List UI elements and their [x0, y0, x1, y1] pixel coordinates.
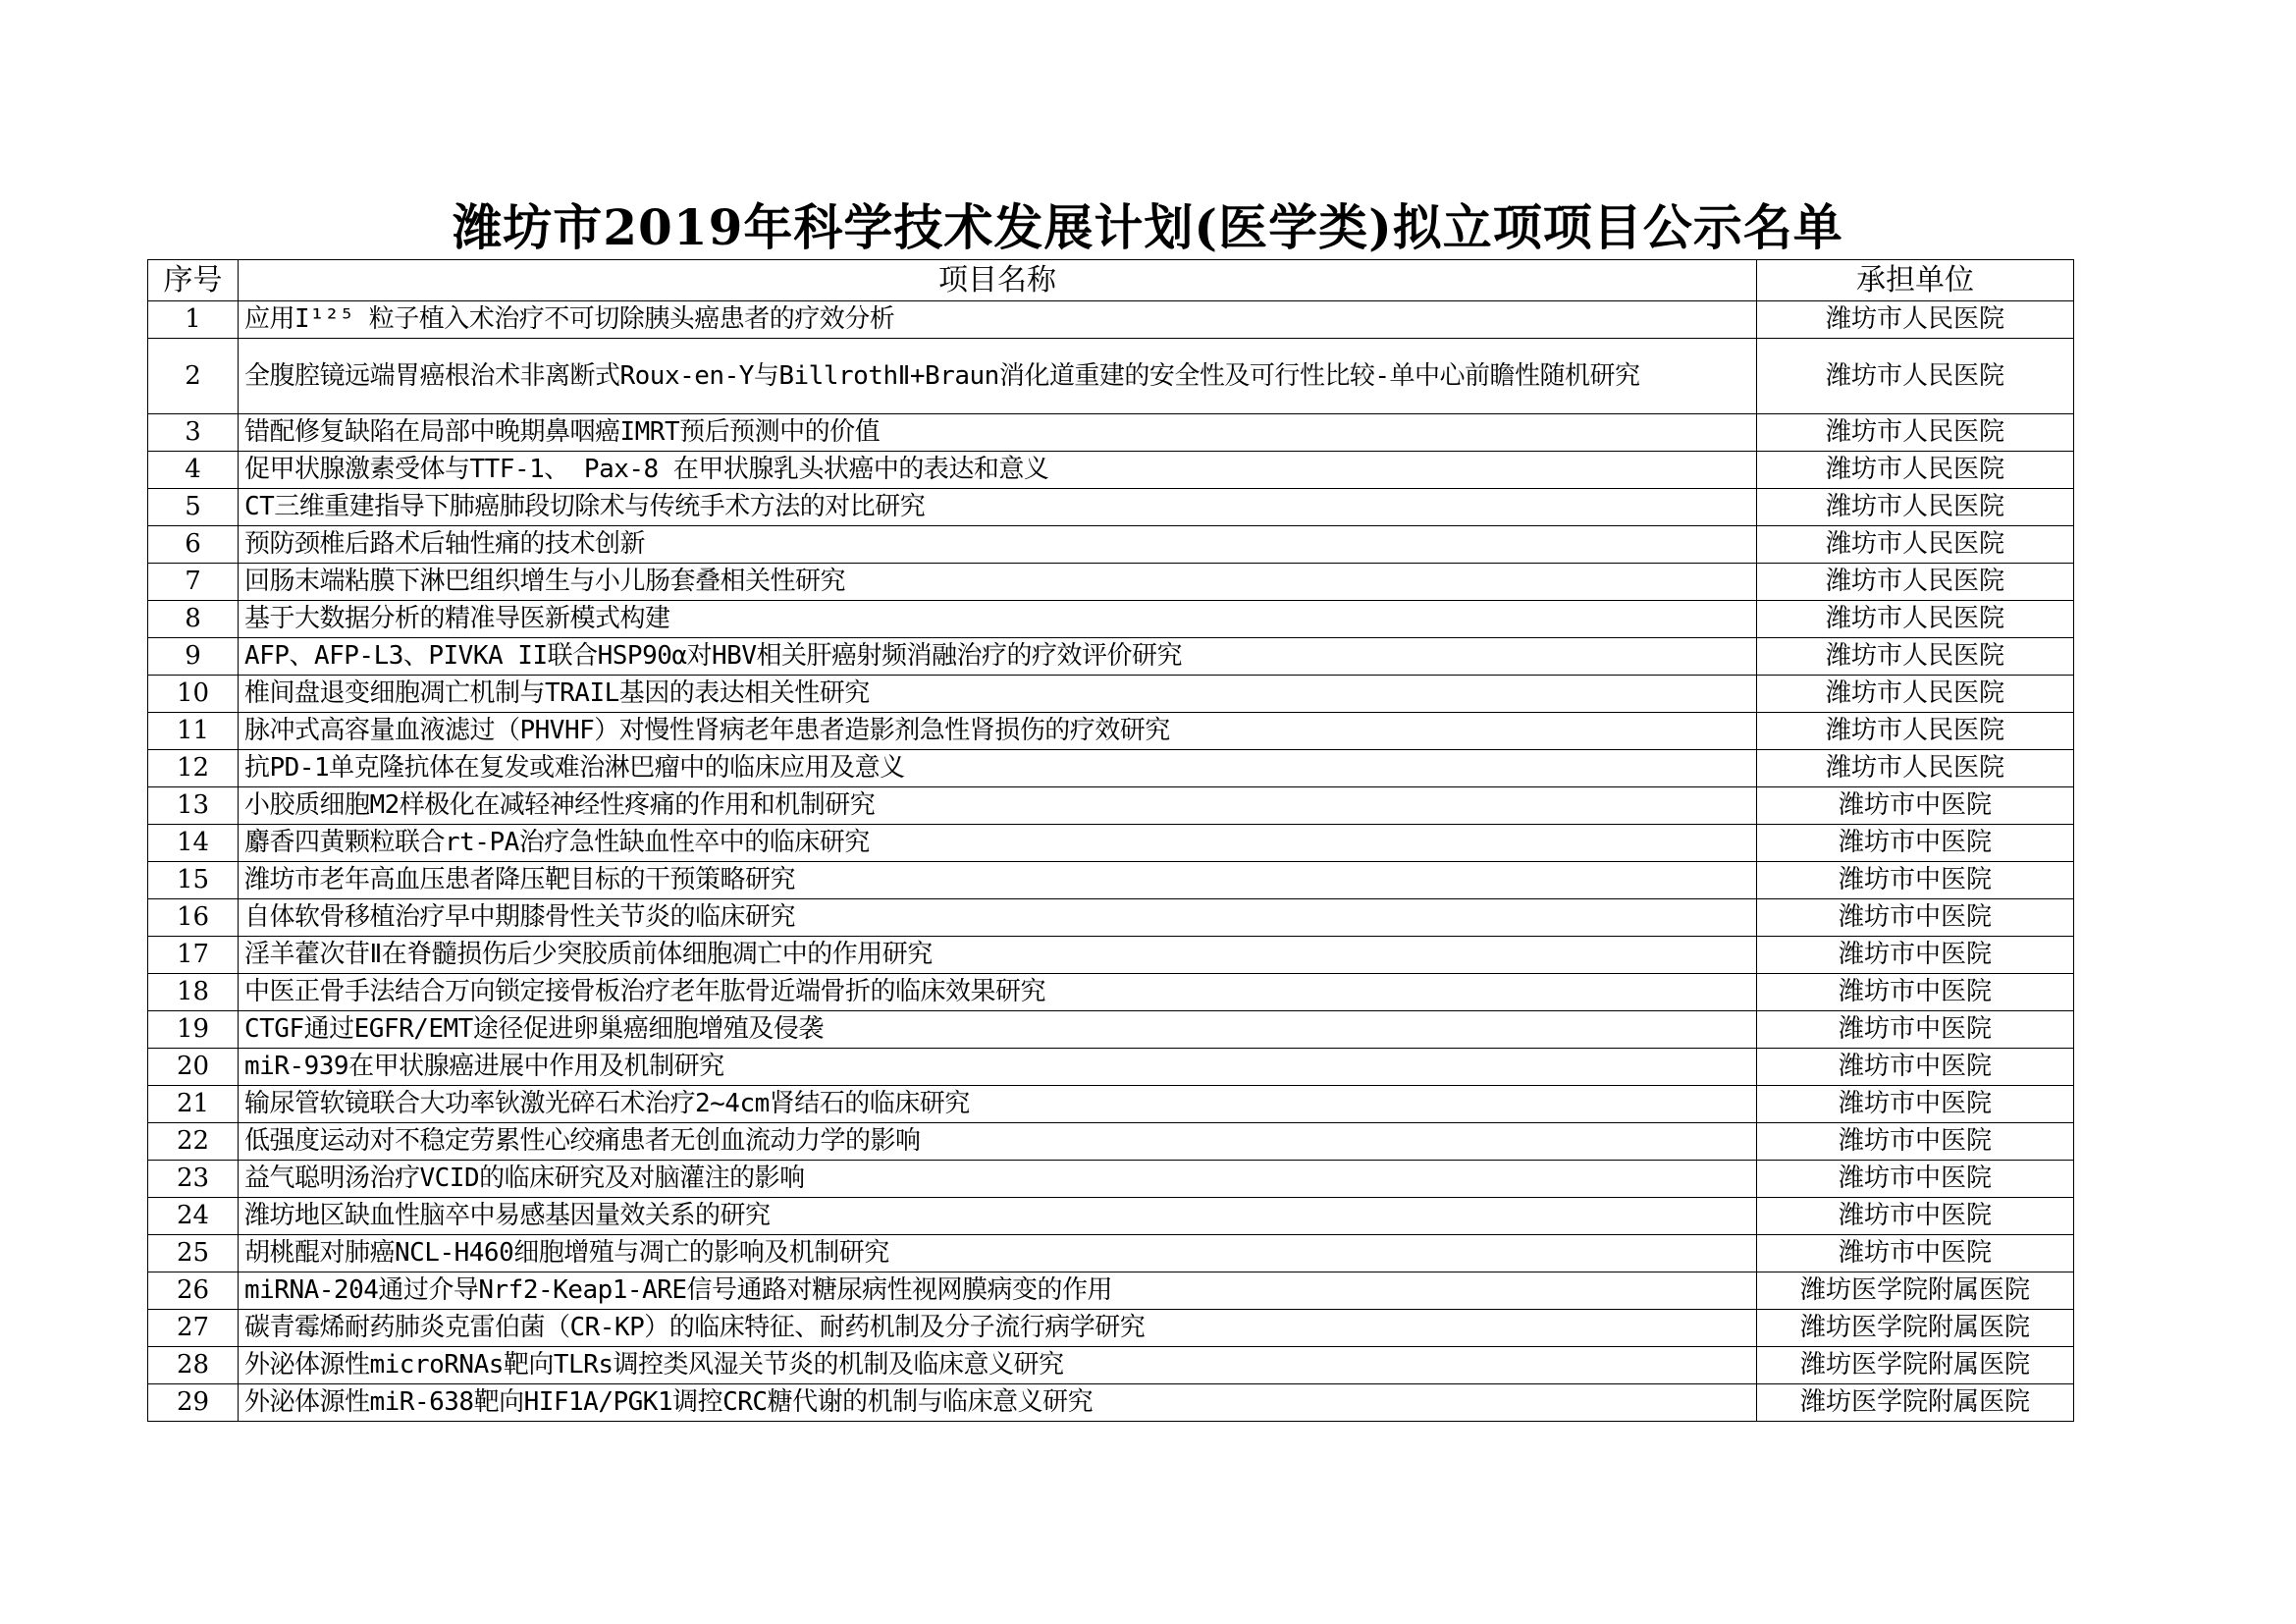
- row-unit: 潍坊医学院附属医院: [1757, 1310, 2074, 1347]
- row-index: 19: [148, 1011, 239, 1049]
- row-index: 1: [148, 301, 239, 339]
- table-row: [148, 1123, 2074, 1161]
- row-index: 11: [148, 713, 239, 750]
- table-row: [148, 1086, 2074, 1123]
- row-project-name: 抗PD-1单克隆抗体在复发或难治淋巴瘤中的临床应用及意义: [239, 750, 1757, 787]
- table-row: [148, 301, 2074, 339]
- row-unit: 潍坊市中医院: [1757, 1161, 2074, 1198]
- table-row: [148, 526, 2074, 564]
- row-unit: 潍坊市中医院: [1757, 1123, 2074, 1161]
- table-header-row: [148, 260, 2074, 301]
- row-unit: 潍坊市中医院: [1757, 1049, 2074, 1086]
- table-row: [148, 1011, 2074, 1049]
- row-index: 9: [148, 638, 239, 676]
- table-row: [148, 1347, 2074, 1384]
- row-unit: 潍坊市人民医院: [1757, 452, 2074, 489]
- row-project-name: 全腹腔镜远端胃癌根治术非离断式Roux-en-Y与BillrothⅡ+Braun消化道重建的安全性及可行性比较-单中心前瞻性随机研究: [239, 339, 1757, 414]
- table-row: [148, 974, 2074, 1011]
- row-unit: 潍坊市中医院: [1757, 974, 2074, 1011]
- row-unit: 潍坊市人民医院: [1757, 526, 2074, 564]
- row-unit: 潍坊市人民医院: [1757, 601, 2074, 638]
- row-project-name: 输尿管软镜联合大功率钬激光碎石术治疗2~4cm肾结石的临床研究: [239, 1086, 1757, 1123]
- row-unit: 潍坊市人民医院: [1757, 713, 2074, 750]
- table-row: [148, 601, 2074, 638]
- table-row: [148, 825, 2074, 862]
- row-unit: 潍坊市人民医院: [1757, 414, 2074, 452]
- row-project-name: 应用I¹²⁵ 粒子植入术治疗不可切除胰头癌患者的疗效分析: [239, 301, 1757, 339]
- table-row: [148, 1384, 2074, 1422]
- row-index: 23: [148, 1161, 239, 1198]
- table-row: [148, 564, 2074, 601]
- row-index: 7: [148, 564, 239, 601]
- row-unit: 潍坊市人民医院: [1757, 564, 2074, 601]
- row-project-name: 小胶质细胞M2样极化在减轻神经性疼痛的作用和机制研究: [239, 787, 1757, 825]
- row-project-name: 错配修复缺陷在局部中晚期鼻咽癌IMRT预后预测中的价值: [239, 414, 1757, 452]
- table-row: [148, 489, 2074, 526]
- row-index: 6: [148, 526, 239, 564]
- table-row: [148, 1049, 2074, 1086]
- header-index: 序号: [148, 260, 239, 301]
- row-project-name: 碳青霉烯耐药肺炎克雷伯菌（CR-KP）的临床特征、耐药机制及分子流行病学研究: [239, 1310, 1757, 1347]
- row-index: 29: [148, 1384, 239, 1422]
- row-project-name: 预防颈椎后路术后轴性痛的技术创新: [239, 526, 1757, 564]
- table-row: [148, 713, 2074, 750]
- row-project-name: 回肠末端粘膜下淋巴组织增生与小儿肠套叠相关性研究: [239, 564, 1757, 601]
- row-project-name: CT三维重建指导下肺癌肺段切除术与传统手术方法的对比研究: [239, 489, 1757, 526]
- row-unit: 潍坊市中医院: [1757, 1198, 2074, 1235]
- row-project-name: 低强度运动对不稳定劳累性心绞痛患者无创血流动力学的影响: [239, 1123, 1757, 1161]
- row-unit: 潍坊医学院附属医院: [1757, 1347, 2074, 1384]
- row-index: 15: [148, 862, 239, 899]
- table-row: [148, 937, 2074, 974]
- row-index: 2: [148, 339, 239, 414]
- table-row: [148, 1161, 2074, 1198]
- table-row: [148, 638, 2074, 676]
- row-unit: 潍坊医学院附属医院: [1757, 1384, 2074, 1422]
- row-unit: 潍坊市人民医院: [1757, 489, 2074, 526]
- table-row: [148, 676, 2074, 713]
- row-index: 25: [148, 1235, 239, 1272]
- row-project-name: 外泌体源性microRNAs靶向TLRs调控类风湿关节炎的机制及临床意义研究: [239, 1347, 1757, 1384]
- project-list-table: [147, 259, 2074, 1422]
- row-index: 10: [148, 676, 239, 713]
- row-index: 12: [148, 750, 239, 787]
- table-row: [148, 862, 2074, 899]
- row-project-name: AFP、AFP-L3、PIVKA II联合HSP90α对HBV相关肝癌射频消融治疗的疗效评价研究: [239, 638, 1757, 676]
- row-index: 18: [148, 974, 239, 1011]
- row-unit: 潍坊市人民医院: [1757, 638, 2074, 676]
- row-unit: 潍坊市中医院: [1757, 899, 2074, 937]
- row-project-name: miRNA-204通过介导Nrf2-Keap1-ARE信号通路对糖尿病性视网膜病变的作用: [239, 1272, 1757, 1310]
- row-project-name: 潍坊地区缺血性脑卒中易感基因量效关系的研究: [239, 1198, 1757, 1235]
- row-index: 3: [148, 414, 239, 452]
- row-project-name: 脉冲式高容量血液滤过（PHVHF）对慢性肾病老年患者造影剂急性肾损伤的疗效研究: [239, 713, 1757, 750]
- row-index: 17: [148, 937, 239, 974]
- row-project-name: 益气聪明汤治疗VCID的临床研究及对脑灌注的影响: [239, 1161, 1757, 1198]
- row-project-name: 自体软骨移植治疗早中期膝骨性关节炎的临床研究: [239, 899, 1757, 937]
- row-project-name: 促甲状腺激素受体与TTF-1、 Pax-8 在甲状腺乳头状癌中的表达和意义: [239, 452, 1757, 489]
- row-unit: 潍坊市中医院: [1757, 862, 2074, 899]
- table-row: [148, 339, 2074, 414]
- row-unit: 潍坊市人民医院: [1757, 301, 2074, 339]
- row-index: 16: [148, 899, 239, 937]
- row-index: 28: [148, 1347, 239, 1384]
- row-project-name: 淫羊藿次苷Ⅱ在脊髓损伤后少突胶质前体细胞凋亡中的作用研究: [239, 937, 1757, 974]
- table-row: [148, 1310, 2074, 1347]
- row-project-name: 麝香四黄颗粒联合rt-PA治疗急性缺血性卒中的临床研究: [239, 825, 1757, 862]
- table-row: [148, 1272, 2074, 1310]
- row-unit: 潍坊市人民医院: [1757, 339, 2074, 414]
- row-project-name: 潍坊市老年高血压患者降压靶目标的干预策略研究: [239, 862, 1757, 899]
- row-unit: 潍坊市中医院: [1757, 937, 2074, 974]
- row-index: 13: [148, 787, 239, 825]
- header-project-name: 项目名称: [239, 260, 1757, 301]
- row-unit: 潍坊市中医院: [1757, 825, 2074, 862]
- row-unit: 潍坊市人民医院: [1757, 750, 2074, 787]
- row-unit: 潍坊市中医院: [1757, 1011, 2074, 1049]
- row-unit: 潍坊医学院附属医院: [1757, 1272, 2074, 1310]
- table-row: [148, 414, 2074, 452]
- page-title: 潍坊市2019年科学技术发展计划(医学类)拟立项项目公示名单: [453, 198, 1843, 256]
- row-index: 27: [148, 1310, 239, 1347]
- row-index: 22: [148, 1123, 239, 1161]
- row-index: 14: [148, 825, 239, 862]
- row-index: 5: [148, 489, 239, 526]
- header-unit: 承担单位: [1757, 260, 2074, 301]
- row-unit: 潍坊市中医院: [1757, 1235, 2074, 1272]
- table-row: [148, 899, 2074, 937]
- row-project-name: 胡桃醌对肺癌NCL-H460细胞增殖与凋亡的影响及机制研究: [239, 1235, 1757, 1272]
- table-row: [148, 452, 2074, 489]
- row-unit: 潍坊市人民医院: [1757, 676, 2074, 713]
- table-row: [148, 1198, 2074, 1235]
- table-row: [148, 750, 2074, 787]
- row-index: 26: [148, 1272, 239, 1310]
- row-index: 24: [148, 1198, 239, 1235]
- row-project-name: 外泌体源性miR-638靶向HIF1A/PGK1调控CRC糖代谢的机制与临床意义研究: [239, 1384, 1757, 1422]
- row-unit: 潍坊市中医院: [1757, 787, 2074, 825]
- row-project-name: CTGF通过EGFR/EMT途径促进卵巢癌细胞增殖及侵袭: [239, 1011, 1757, 1049]
- row-index: 4: [148, 452, 239, 489]
- row-project-name: 椎间盘退变细胞凋亡机制与TRAIL基因的表达相关性研究: [239, 676, 1757, 713]
- row-unit: 潍坊市中医院: [1757, 1086, 2074, 1123]
- row-project-name: 中医正骨手法结合万向锁定接骨板治疗老年肱骨近端骨折的临床效果研究: [239, 974, 1757, 1011]
- row-index: 20: [148, 1049, 239, 1086]
- row-project-name: 基于大数据分析的精准导医新模式构建: [239, 601, 1757, 638]
- row-project-name: miR-939在甲状腺癌进展中作用及机制研究: [239, 1049, 1757, 1086]
- table-row: [148, 787, 2074, 825]
- row-index: 8: [148, 601, 239, 638]
- row-index: 21: [148, 1086, 239, 1123]
- table-row: [148, 1235, 2074, 1272]
